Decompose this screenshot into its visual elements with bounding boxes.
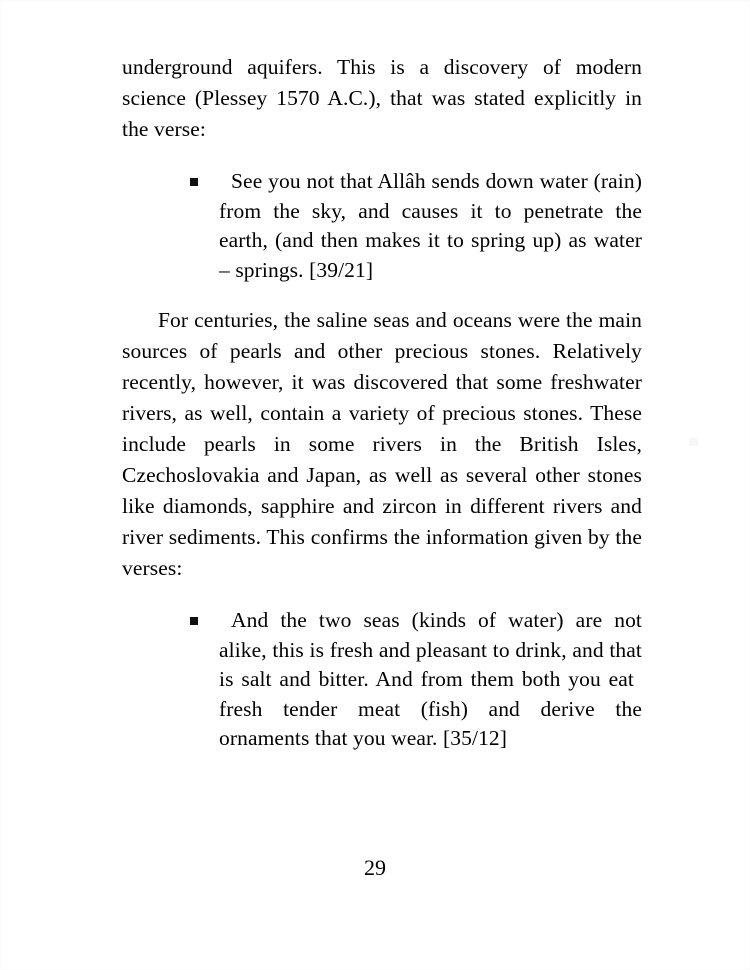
text-column (122, 52, 642, 754)
page-number: 29 (364, 855, 386, 880)
spacer-before-quote-2 (122, 584, 642, 606)
quote-2-body-part-2: fresh tender meat (fish) and derive the ornaments that you wear. (219, 696, 642, 750)
spacer-before-quote-1 (122, 145, 642, 167)
bullet-square-icon (190, 617, 198, 625)
quote-1-body: See you not that Allâh sends down water (rain) from the sky, and causes it to penetrate the earth, (and then makes it to spring up) as water – springs. (219, 169, 642, 282)
quote-2-body-part-1: And the two seas (kinds of water) are not alike, this is fresh and pleasant to drink, and that is salt and bitter. And from them both you eat (219, 608, 642, 691)
quote-block-39-21 (122, 167, 642, 285)
quote-text-39-21 (219, 167, 642, 285)
quote-block-35-12 (122, 606, 642, 754)
quote-1-reference: [39/21] (309, 257, 374, 282)
spacer-after-quote-1 (122, 285, 642, 305)
paragraph-for-centuries: For centuries, the saline seas and oceans were the main sources of pearls and other precious stones. Relatively recently, however, it was discovered that some freshwater rivers, as well, contain a variety of precious stones. These include pearls in some rivers in the British Isles, Czechoslovakia and Japan, as well as several other stones like diamonds, sapphire and zircon in different rivers and river sediments. This confirms the information given by the verses: (122, 308, 642, 580)
bullet-square-icon (190, 178, 198, 186)
scan-speck-artifact (689, 438, 698, 446)
quote-text-35-12 (219, 606, 642, 754)
quote-2-reference: [35/12] (443, 726, 508, 750)
paragraph-underground-aquifers: underground aquifers. This is a discovery of modern science (Plessey 1570 A.C.), that was stated explicitly in the verse: (122, 55, 642, 141)
